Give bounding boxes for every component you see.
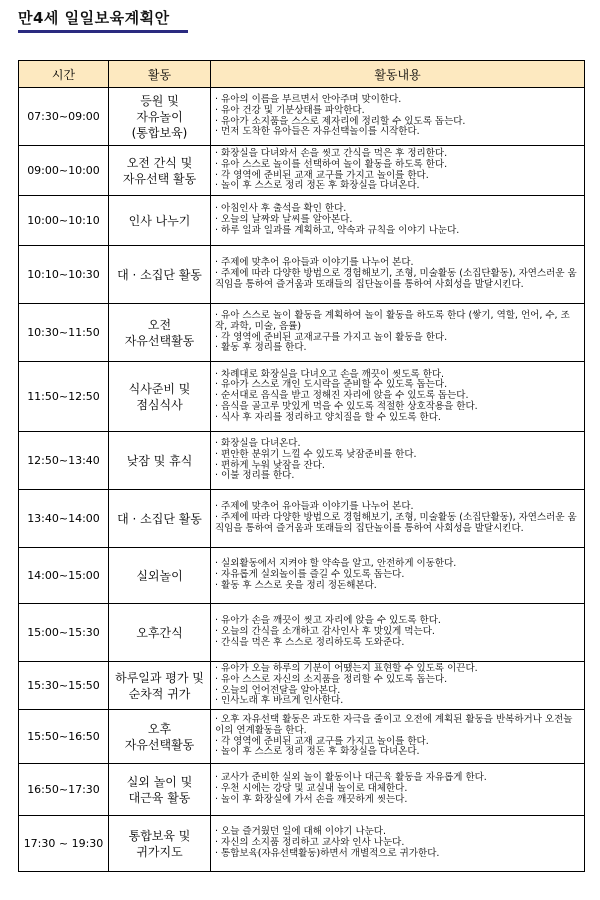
detail-line: · 각 영역에 준비된 교재교구를 가지고 놀이 활동을 한다. bbox=[215, 331, 448, 343]
activity-line: 하루일과 평가 및 bbox=[115, 670, 204, 685]
row-activity bbox=[109, 764, 211, 816]
detail-line: · 유아 스스로 자신의 소지품을 정리할 수 있도록 돕는다. bbox=[215, 673, 448, 685]
activity-line: 오후 bbox=[147, 721, 172, 736]
table-row bbox=[19, 146, 585, 196]
activity-line: 대 · 소집단 활동 bbox=[117, 267, 202, 282]
title-underline bbox=[18, 30, 188, 33]
row-details bbox=[211, 88, 585, 146]
row-activity bbox=[109, 432, 211, 490]
row-activity bbox=[109, 304, 211, 362]
header-time: 시간 bbox=[19, 61, 109, 88]
row-time: 14:00~15:00 bbox=[19, 548, 109, 604]
detail-line: · 인사노래 후 바르게 인사한다. bbox=[215, 695, 344, 707]
row-activity bbox=[109, 146, 211, 196]
row-time: 11:50~12:50 bbox=[19, 362, 109, 432]
detail-line: · 유아가 오늘 하루의 기분이 어땠는지 표현할 수 있도록 이끈다. bbox=[215, 663, 478, 674]
row-details bbox=[211, 196, 585, 246]
row-activity bbox=[109, 816, 211, 872]
row-time: 10:30~11:50 bbox=[19, 304, 109, 362]
row-activity bbox=[109, 490, 211, 548]
table-row bbox=[19, 196, 585, 246]
detail-line: · 음식을 골고루 맛있게 먹을 수 있도록 적절한 상호작용을 한다. bbox=[215, 400, 478, 412]
table-row bbox=[19, 362, 585, 432]
detail-line: · 활동 후 스스로 옷을 정리 정돈해본다. bbox=[215, 579, 377, 591]
table-header-row bbox=[19, 61, 585, 88]
row-time: 13:40~14:00 bbox=[19, 490, 109, 548]
activity-line: 실외놀이 bbox=[136, 568, 183, 583]
title-block bbox=[18, 8, 188, 33]
activity-line: 자유선택 활동 bbox=[122, 171, 197, 186]
detail-line: · 오늘 즐거웠던 일에 대해 이야기 나눈다. bbox=[215, 826, 386, 838]
row-time: 09:00~10:00 bbox=[19, 146, 109, 196]
detail-line: · 주제에 따라 다양한 방법으로 경험해보기, 조형, 미술활동 (소집단활동), 자연스러운 움직임을 통하여 즐거움과 또래들의 집단놀이를 통하여 사회성을 발달시킨다. bbox=[215, 268, 577, 290]
detail-line: · 유아가 소지품을 스스로 제자리에 정리할 수 있도록 돕는다. bbox=[215, 115, 466, 127]
table-row bbox=[19, 432, 585, 490]
row-activity bbox=[109, 604, 211, 662]
row-details bbox=[211, 764, 585, 816]
row-activity bbox=[109, 88, 211, 146]
detail-line: · 각 영역에 준비된 교재 교구를 가지고 놀이를 한다. bbox=[215, 169, 429, 181]
detail-line: · 차례대로 화장실을 다녀오고 손을 깨끗이 씻도록 한다. bbox=[215, 368, 445, 380]
activity-line: 순차적 귀가 bbox=[128, 686, 191, 701]
detail-line: · 순서대로 음식을 받고 정해진 자리에 앉을 수 있도록 돕는다. bbox=[215, 390, 469, 402]
row-details bbox=[211, 362, 585, 432]
activity-line: 오전 bbox=[147, 317, 172, 332]
detail-line: · 편하게 누워 낮잠을 잔다. bbox=[215, 459, 325, 471]
table-row bbox=[19, 816, 585, 872]
detail-line: · 식사 후 자리를 정리하고 양치질을 할 수 있도록 한다. bbox=[215, 411, 441, 423]
detail-line: · 유아가 스스로 개인 도시락을 준비할 수 있도록 돕는다. bbox=[215, 379, 448, 391]
detail-line: · 유아의 이름을 부르면서 안아주며 맞이한다. bbox=[215, 93, 402, 105]
activity-line: 귀가지도 bbox=[136, 844, 183, 859]
detail-line: · 하루 일과 일과를 계획하고, 약속과 규칙을 이야기 나눈다. bbox=[215, 224, 460, 236]
detail-line: · 주제에 맞추어 유아들과 이야기를 나누어 본다. bbox=[215, 257, 414, 269]
row-activity bbox=[109, 548, 211, 604]
table-row bbox=[19, 304, 585, 362]
row-activity bbox=[109, 662, 211, 710]
detail-line: · 실외활동에서 지켜야 할 약속을 알고, 안전하게 이동한다. bbox=[215, 558, 457, 570]
detail-line: · 놀이 후 스스로 정리 정돈 후 화장실을 다녀온다. bbox=[215, 180, 420, 192]
row-details bbox=[211, 146, 585, 196]
detail-line: · 유아 스스로 놀이를 선택하여 놀이 활동을 하도록 한다. bbox=[215, 158, 448, 170]
table-row bbox=[19, 710, 585, 764]
detail-line: · 오늘의 간식을 소개하고 감사인사 후 맛있게 먹는다. bbox=[215, 626, 435, 638]
detail-line: · 아침인사 후 출석을 확인 한다. bbox=[215, 203, 347, 215]
row-time: 17:30 ~ 19:30 bbox=[19, 816, 109, 872]
activity-line: (통합보육) bbox=[131, 125, 188, 140]
table-row bbox=[19, 548, 585, 604]
row-details bbox=[211, 246, 585, 304]
detail-line: · 화장실을 다녀와서 손을 씻고 간식을 먹은 후 정리한다. bbox=[215, 147, 448, 159]
row-details bbox=[211, 816, 585, 872]
activity-line: 점심식사 bbox=[136, 397, 183, 412]
detail-line: · 화장실을 다녀온다. bbox=[215, 437, 301, 449]
activity-line: 오후간식 bbox=[136, 625, 183, 640]
row-time: 10:00~10:10 bbox=[19, 196, 109, 246]
detail-line: · 주제에 맞추어 유아들과 이야기를 나누어 본다. bbox=[215, 501, 414, 513]
detail-line: · 오후 자유선택 활동은 과도한 자극을 줄이고 오전에 계획된 활동을 반복하거나 오전놀이의 연계활동을 한다. bbox=[215, 714, 573, 736]
detail-line: · 통합보육(자유선택활동)하면서 개별적으로 귀가한다. bbox=[215, 848, 440, 860]
activity-line: 인사 나누기 bbox=[128, 213, 191, 228]
row-details bbox=[211, 432, 585, 490]
row-details bbox=[211, 710, 585, 764]
detail-line: · 자신의 소지품 정리하고 교사와 인사 나눈다. bbox=[215, 837, 405, 849]
detail-line: · 오늘의 날짜와 날씨를 알아본다. bbox=[215, 214, 353, 226]
table-row bbox=[19, 490, 585, 548]
activity-line: 실외 놀이 및 bbox=[126, 774, 193, 789]
row-time: 15:30~15:50 bbox=[19, 662, 109, 710]
detail-line: · 각 영역에 준비된 교재 교구를 가지고 놀이를 한다. bbox=[215, 735, 429, 747]
header-content: 활동내용 bbox=[211, 61, 585, 88]
detail-line: · 유아 건강 및 기분상태를 파악한다. bbox=[215, 104, 365, 116]
detail-line: · 편안한 분위기 느낄 수 있도록 낮잠준비를 한다. bbox=[215, 448, 417, 460]
table-row bbox=[19, 246, 585, 304]
row-details bbox=[211, 604, 585, 662]
activity-line: 자유놀이 bbox=[136, 109, 183, 124]
table-body bbox=[19, 88, 585, 872]
detail-line: · 놀이 후 스스로 정리 정돈 후 화장실을 다녀온다. bbox=[215, 746, 420, 758]
activity-line: 자유선택활동 bbox=[124, 333, 195, 348]
activity-line: 식사준비 및 bbox=[128, 381, 191, 396]
header-activity: 활동 bbox=[109, 61, 211, 88]
row-details bbox=[211, 490, 585, 548]
detail-line: · 간식을 먹은 후 스스로 정리하도록 도와준다. bbox=[215, 636, 405, 648]
activity-line: 대 · 소집단 활동 bbox=[117, 511, 202, 526]
row-time: 10:10~10:30 bbox=[19, 246, 109, 304]
activity-line: 낮잠 및 휴식 bbox=[126, 453, 193, 468]
page-title: 만4세 일일보육계획안 bbox=[18, 9, 170, 27]
detail-line: · 교사가 준비한 실외 놀이 활동이나 대근육 활동을 자유롭게 한다. bbox=[215, 772, 487, 784]
detail-line: · 주제에 따라 다양한 방법으로 경험해보기, 조형, 미술활동 (소집단활동), 자연스러운 움직임을 통하여 즐거움과 또래들의 집단놀이를 통하여 사회성을 발달시킨다. bbox=[215, 512, 577, 534]
detail-line: · 이불 정리를 한다. bbox=[215, 470, 295, 482]
detail-line: · 우천 시에는 강당 및 교실내 놀이로 대체한다. bbox=[215, 783, 408, 795]
activity-line: 오전 간식 및 bbox=[126, 155, 193, 170]
row-time: 12:50~13:40 bbox=[19, 432, 109, 490]
detail-line: · 활동 후 정리를 한다. bbox=[215, 342, 307, 354]
row-details bbox=[211, 304, 585, 362]
row-time: 15:00~15:30 bbox=[19, 604, 109, 662]
row-activity bbox=[109, 196, 211, 246]
activity-line: 대근육 활동 bbox=[128, 790, 191, 805]
row-details bbox=[211, 548, 585, 604]
row-time: 16:50~17:30 bbox=[19, 764, 109, 816]
activity-line: 통합보육 및 bbox=[128, 828, 191, 843]
detail-line: · 자유롭게 실외놀이를 즐길 수 있도록 돕는다. bbox=[215, 569, 405, 581]
row-details bbox=[211, 662, 585, 710]
activity-line: 등원 및 bbox=[140, 93, 179, 108]
table-row bbox=[19, 662, 585, 710]
table-row bbox=[19, 604, 585, 662]
activity-line: 자유선택활동 bbox=[124, 737, 195, 752]
row-activity bbox=[109, 246, 211, 304]
table-row bbox=[19, 764, 585, 816]
detail-line: · 먼저 도착한 유아들은 자유선택놀이를 시작한다. bbox=[215, 126, 420, 138]
row-time: 15:50~16:50 bbox=[19, 710, 109, 764]
row-activity bbox=[109, 710, 211, 764]
daily-plan-table bbox=[18, 60, 585, 872]
detail-line: · 유아가 손을 깨끗이 씻고 자리에 앉을 수 있도록 한다. bbox=[215, 615, 441, 627]
detail-line: · 놀이 후 화장실에 가서 손을 깨끗하게 씻는다. bbox=[215, 794, 408, 806]
table-row bbox=[19, 88, 585, 146]
row-activity bbox=[109, 362, 211, 432]
detail-line: · 오늘의 언어전달을 알아본다. bbox=[215, 684, 341, 696]
detail-line: · 유아 스스로 놀이 활동을 계획하여 놀이 활동을 하도록 한다 (쌓기, 역할, 언어, 수, 조작, 과학, 미술, 음률) bbox=[215, 309, 570, 332]
row-time: 07:30~09:00 bbox=[19, 88, 109, 146]
